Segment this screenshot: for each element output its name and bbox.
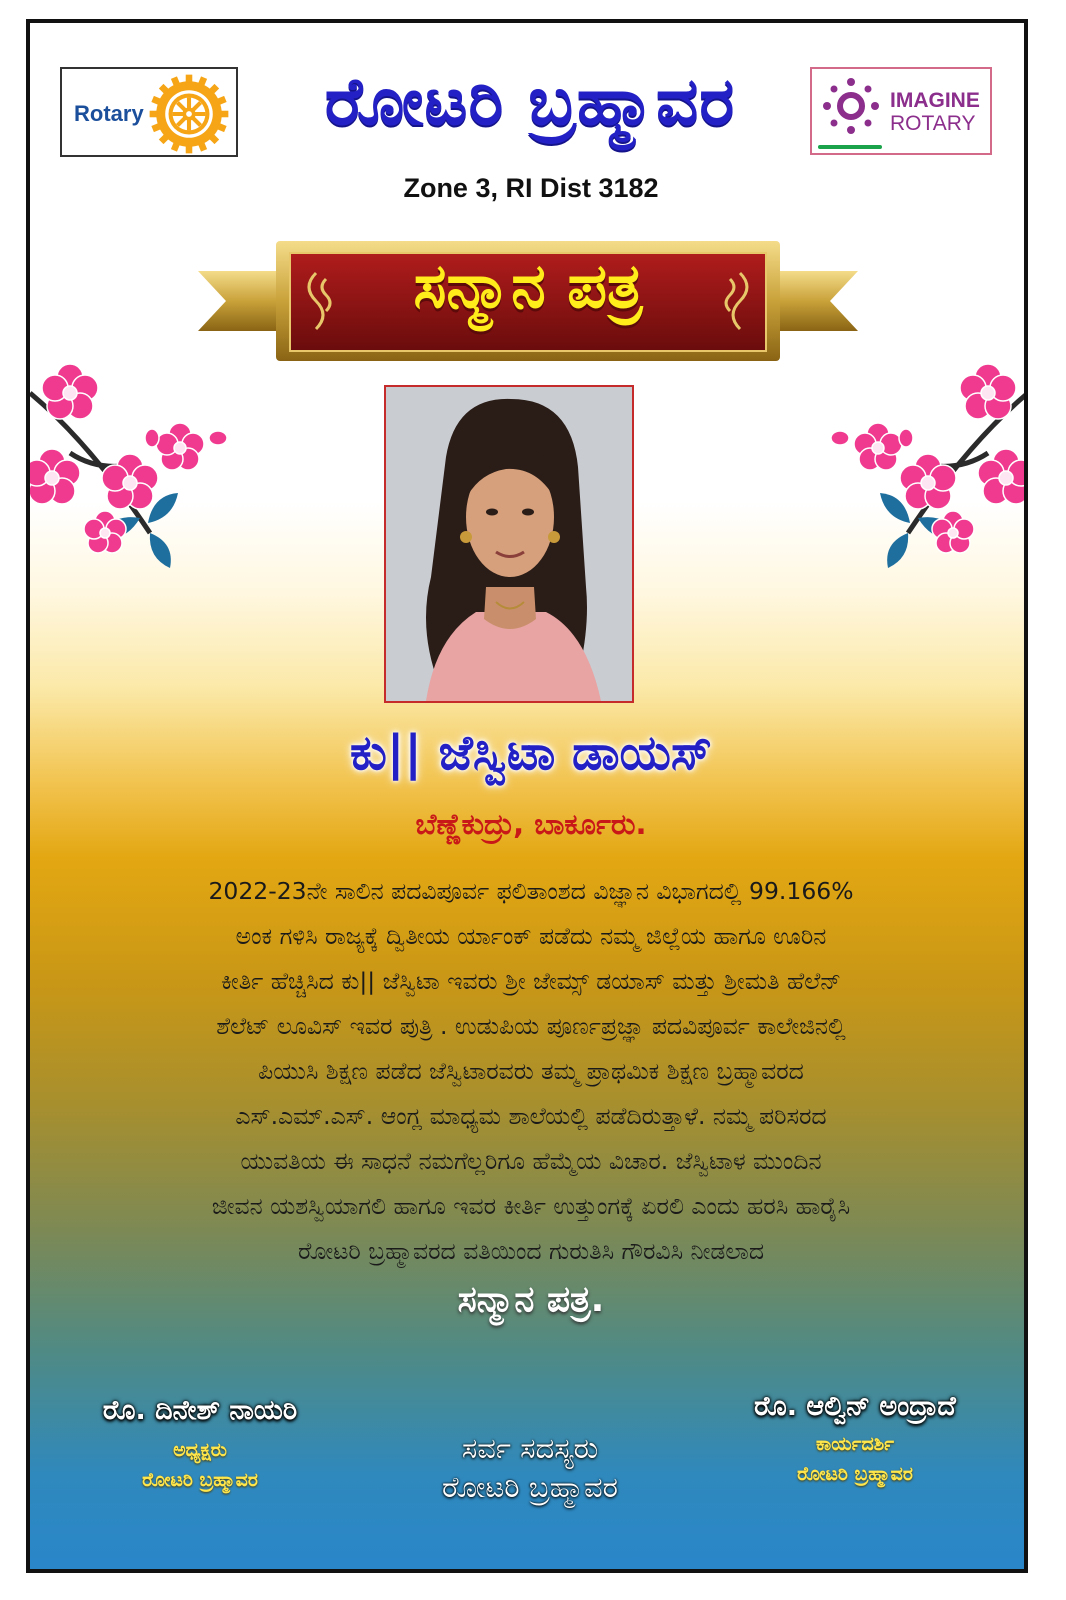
rotary-wheel-icon bbox=[148, 73, 230, 155]
citation-line: ಎಸ್.ಎಮ್.ಎಸ್. ಆಂಗ್ಲ ಮಾಧ್ಯಮ ಶಾಲೆಯಲ್ಲಿ ಪಡೆದಿರುತ್ತಾಳೆ. ನಮ್ಮ ಪರಿಸರದ bbox=[235, 1102, 827, 1130]
citation-line: ರೋಟರಿ ಬ್ರಹ್ಮಾವರದ ವತಿಯಿಂದ ಗುರುತಿಸಿ ಗೌರವಿಸಿ ನೀಡಲಾದ bbox=[297, 1237, 765, 1265]
imagine-line: IMAGINE bbox=[890, 89, 980, 112]
banner-title: ಸನ್ಮಾನ ಪತ್ರ bbox=[413, 249, 643, 322]
secretary-name: ರೊ. ಆಲ್ವಿನ್ ಅಂದ್ರಾದೆ bbox=[754, 1391, 956, 1422]
club-title: ರೋಟರಿ ಬ್ರಹ್ಮಾವರ bbox=[324, 63, 736, 140]
signatory-president bbox=[50, 1395, 350, 1491]
imagine-underline bbox=[818, 145, 882, 149]
flower-decoration-left bbox=[30, 343, 240, 573]
citation-line: ಪಿಯುಸಿ ಶಿಕ್ಷಣ ಪಡೆದ ಜೆಸ್ವಿಟಾರವರು ತಮ್ಮ ಪ್ರಾಥಮಿಕ ಶಿಕ್ಷಣ ಬ್ರಹ್ಮಾವರದ bbox=[258, 1057, 804, 1085]
citation-line: ಅಂಕ ಗಳಿಸಿ ರಾಜ್ಯಕ್ಕೆ ದ್ವಿತೀಯ ರ್ಯಾಂಕ್ ಪಡೆದು ನಮ್ಮ ಜಿಲ್ಲೆಯ ಹಾಗೂ ಊರಿನ bbox=[235, 922, 827, 950]
imagine-rotary-text bbox=[890, 89, 980, 135]
rotary-logo bbox=[60, 67, 238, 157]
recipient-place: ಬೆಣ್ಣೆಕುದ್ರು, ಬಾರ್ಕೂರು. bbox=[415, 807, 647, 841]
citation-line: ಕೀರ್ತಿ ಹೆಚ್ಚಿಸಿದ ಕು|| ಜೆಸ್ವಿಟಾ ಇವರು ಶ್ರೀ ಜೇಮ್ಸ್ ಡಯಾಸ್ ಮತ್ತು ಶ್ರೀಮತಿ ಹೆಲೆನ್ bbox=[220, 967, 842, 995]
rotary-line: ROTARY bbox=[890, 112, 976, 135]
rotary-logo-text: Rotary bbox=[74, 101, 144, 126]
portrait-image bbox=[386, 387, 632, 701]
citation-line: ಶೆಲೆಟ್ ಲೂವಿಸ್ ಇವರ ಪುತ್ರಿ . ಉಡುಪಿಯ ಪೂರ್ಣಪ್ರಜ್ಞಾ ಪದವಿಪೂರ್ವ ಕಾಲೇಜಿನಲ್ಲಿ bbox=[216, 1012, 846, 1040]
citation-text bbox=[88, 869, 974, 1274]
citation-line: 2022-23ನೇ ಸಾಲಿನ ಪದವಿಪೂರ್ವ ಫಲಿತಾಂಶದ ವಿಜ್ಞಾನ ವಿಭಾಗದಲ್ಲಿ 99.166% bbox=[208, 877, 854, 905]
signatory-members bbox=[360, 1431, 700, 1505]
president-name: ರೊ. ದಿನೇಶ್ ನಾಯರಿ bbox=[102, 1395, 298, 1426]
president-club: ರೋಟರಿ ಬ್ರಹ್ಮಾವರ bbox=[142, 1469, 258, 1491]
flower-decoration-right bbox=[818, 343, 1028, 573]
secretary-club: ರೋಟರಿ ಬ್ರಹ್ಮಾವರ bbox=[797, 1463, 913, 1485]
all-members-text: ಸರ್ವ ಸದಸ್ಯರು bbox=[461, 1431, 599, 1465]
recipient-photo bbox=[384, 385, 634, 703]
secretary-role: ಕಾರ್ಯದರ್ಶಿ bbox=[816, 1433, 894, 1455]
president-role: ಅಧ್ಯಕ್ಷರು bbox=[173, 1439, 227, 1461]
recipient-name: ಕು|| ಜೆಸ್ವಿಟಾ ಡಾಯಸ್ bbox=[350, 725, 712, 781]
certificate-frame bbox=[26, 19, 1028, 1573]
citation-line: ಜೀವನ ಯಶಸ್ವಿಯಾಗಲಿ ಹಾಗೂ ಇವರ ಕೀರ್ತಿ ಉತ್ತುಂಗಕ್ಕೆ ಏರಲಿ ಎಂದು ಹರಸಿ ಹಾರೈಸಿ bbox=[211, 1192, 851, 1220]
signatory-secretary bbox=[700, 1391, 1010, 1485]
members-club-text: ರೋಟರಿ ಬ್ರಹ್ಮಾವರ bbox=[442, 1470, 618, 1504]
imagine-rotary-icon bbox=[820, 75, 882, 137]
closing-title: ಸನ್ಮಾನ ಪತ್ರ. bbox=[457, 1279, 605, 1320]
zone-district-text: Zone 3, RI Dist 3182 bbox=[403, 173, 659, 203]
imagine-rotary-logo bbox=[810, 67, 992, 155]
citation-line: ಯುವತಿಯ ಈ ಸಾಧನೆ ನಮಗೆಲ್ಲರಿಗೂ ಹೆಮ್ಮೆಯ ವಿಚಾರ. ಜೆಸ್ವಿಟಾಳ ಮುಂದಿನ bbox=[240, 1147, 822, 1175]
